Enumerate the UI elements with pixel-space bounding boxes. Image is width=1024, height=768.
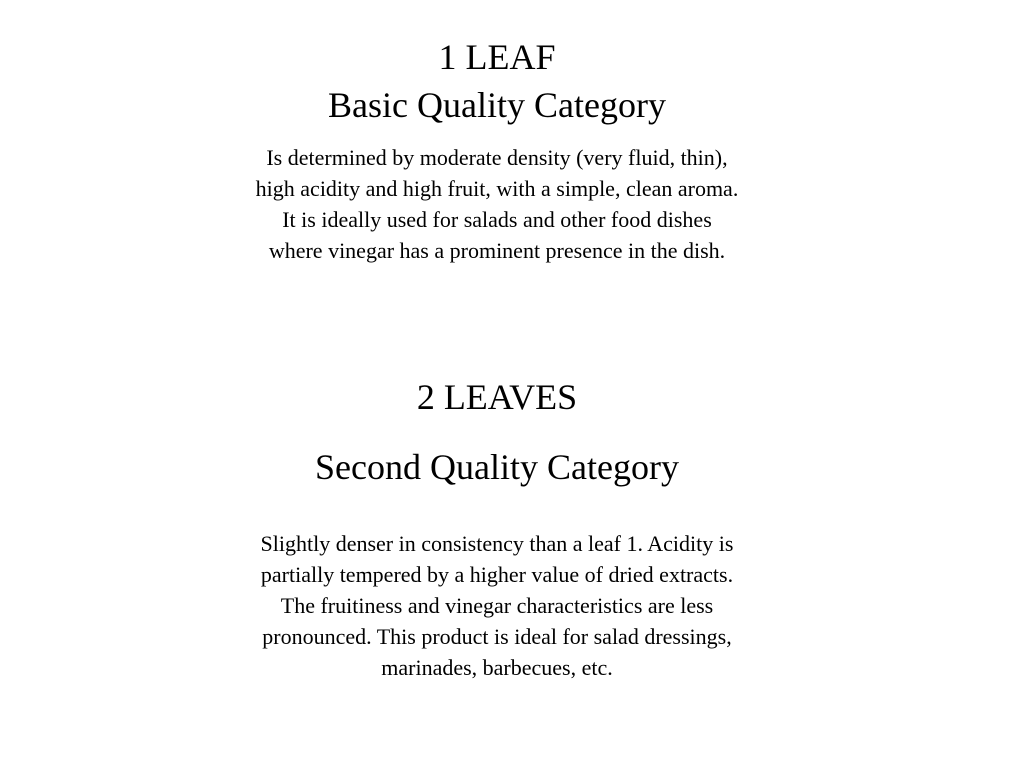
description-line: The fruitiness and vinegar characteristics are less (280, 593, 714, 618)
description-line: Slightly denser in consistency than a leaf 1. Acidity is (260, 531, 734, 556)
section-description-1-leaf (0, 142, 994, 266)
section-subtitle-second-quality: Second Quality Category (315, 447, 679, 487)
description-line: It is ideally used for salads and other food dishes (282, 207, 712, 232)
description-line: where vinegar has a prominent presence in the dish. (268, 238, 726, 263)
section-title-1-leaf: 1 LEAF (438, 37, 556, 77)
description-line: pronounced. This product is ideal for salad dressings, (262, 624, 732, 649)
section-title-2-leaves: 2 LEAVES (416, 377, 578, 417)
description-line: marinades, barbecues, etc. (381, 655, 613, 680)
section-description-2-leaves (0, 528, 994, 683)
description-line: high acidity and high fruit, with a simple, clean aroma. (255, 176, 739, 201)
description-line: partially tempered by a higher value of dried extracts. (260, 562, 734, 587)
section-subtitle-basic-quality: Basic Quality Category (328, 85, 666, 125)
description-line: Is determined by moderate density (very fluid, thin), (266, 145, 728, 170)
